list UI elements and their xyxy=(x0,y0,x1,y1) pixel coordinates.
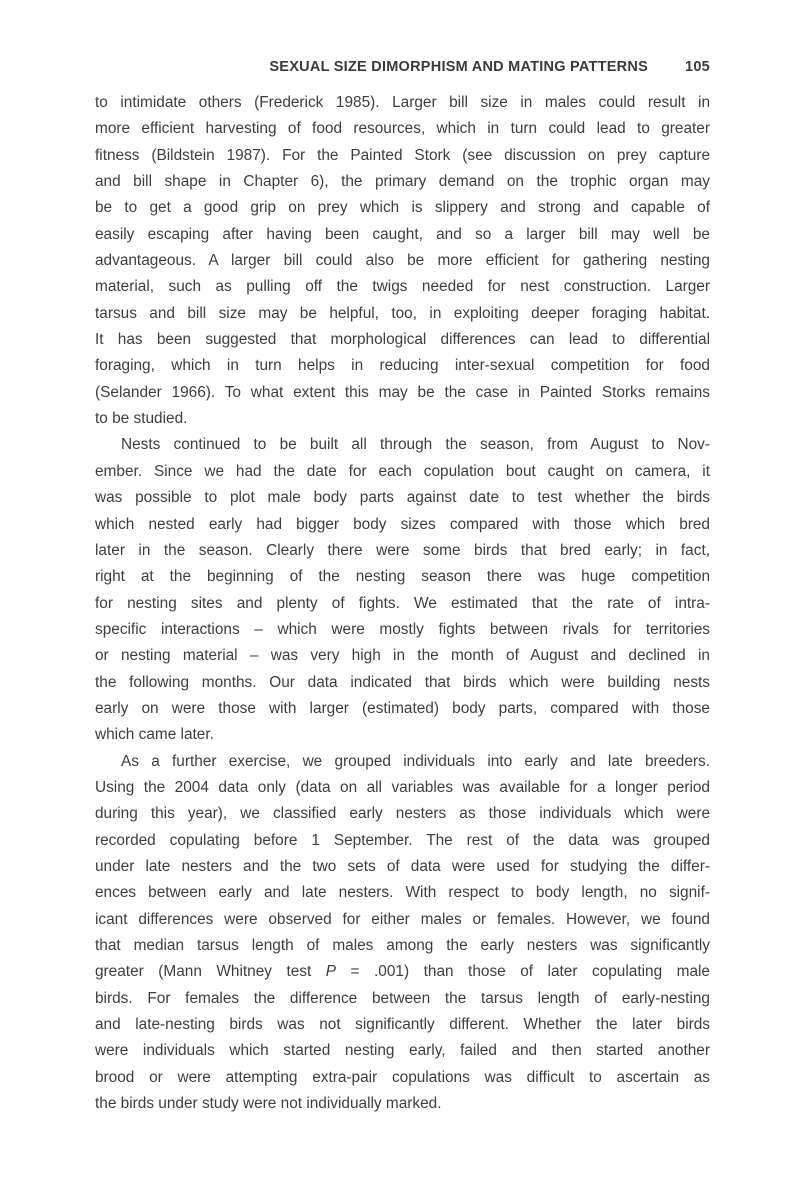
running-header-title: SEXUAL SIZE DIMORPHISM AND MATING PATTERNS xyxy=(269,59,649,75)
text-line: foraging, which in turn helps in reducing inter-sexual competition for food xyxy=(95,357,710,375)
text-line: It has been suggested that morphological differences can lead to differential xyxy=(95,331,710,349)
text-line: which came later. xyxy=(95,726,214,744)
text-line: easily escaping after having been caught, and so a larger bill may well be xyxy=(95,225,710,243)
text-line: the following months. Our data indicated that birds which were building nests xyxy=(95,673,710,691)
text-line: ences between early and late nesters. With respect to body length, no signif- xyxy=(95,884,710,902)
text-line: advantageous. A larger bill could also be more efficient for gathering nesting xyxy=(95,252,710,270)
text-line: greater (Mann Whitney test P = .001) than those of later copulating male xyxy=(95,963,710,981)
text-line: specific interactions – which were mostly fights between rivals for territories xyxy=(95,620,710,638)
text-line: and late-nesting birds was not significantly different. Whether the later birds xyxy=(95,1016,710,1034)
text-line: icant differences were observed for either males or females. However, we found xyxy=(95,910,710,928)
text-line: brood or were attempting extra-pair copulations was difficult to ascertain as xyxy=(95,1068,710,1086)
text-line: more efficient harvesting of food resources, which in turn could lead to greater xyxy=(95,120,710,138)
text-line: fitness (Bildstein 1987). For the Painted Stork (see discussion on prey capture xyxy=(95,146,710,164)
text-line: right at the beginning of the nesting season there was huge competition xyxy=(95,568,710,586)
text-line: to be studied. xyxy=(95,410,188,428)
text-line: to intimidate others (Frederick 1985). Larger bill size in males could result in xyxy=(95,94,710,111)
text-line: for nesting sites and plenty of fights. We estimated that the rate of intra- xyxy=(95,594,710,612)
text-line: As a further exercise, we grouped individuals into early and late breeders. xyxy=(121,752,710,770)
text-line: or nesting material – was very high in the month of August and declined in xyxy=(95,647,710,665)
text-line: birds. For females the difference between the tarsus length of early-nesting xyxy=(95,989,710,1007)
text-line: be to get a good grip on prey which is slippery and strong and capable of xyxy=(95,199,710,217)
text-line: ember. Since we had the date for each copulation bout caught on camera, it xyxy=(95,462,710,480)
paragraph xyxy=(95,432,710,748)
text-line: during this year), we classified early nesters as those individuals which were xyxy=(95,805,710,823)
text-line: which nested early had bigger body sizes compared with those which bred xyxy=(95,515,710,533)
text-line: tarsus and bill size may be helpful, too, in exploiting deeper foraging habitat. xyxy=(95,304,710,322)
page-number: 105 xyxy=(685,59,710,75)
text-line: (Selander 1966). To what extent this may be the case in Painted Storks remains xyxy=(95,383,710,401)
text-line: were individuals which started nesting early, failed and then started another xyxy=(95,1042,710,1060)
text-line: Using the 2004 data only (data on all variables was available for a longer period xyxy=(95,778,710,796)
text-line: under late nesters and the two sets of data were used for studying the differ- xyxy=(95,857,710,875)
text-line: the birds under study were not individually marked. xyxy=(95,1095,442,1113)
text-line: material, such as pulling off the twigs needed for nest construction. Larger xyxy=(95,278,710,296)
text-line: Nests continued to be built all through the season, from August to Nov- xyxy=(121,436,710,454)
text-line: later in the season. Clearly there were some birds that bred early; in fact, xyxy=(95,541,710,559)
text-line: was possible to plot male body parts against date to test whether the birds xyxy=(95,489,710,507)
text-line: early on were those with larger (estimated) body parts, compared with those xyxy=(95,699,710,717)
paragraph xyxy=(95,749,710,1118)
page-body xyxy=(95,90,710,1117)
text-line: that median tarsus length of males among the early nesters was significantly xyxy=(95,937,710,954)
text-line: and bill shape in Chapter 6), the primary demand on the trophic organ may xyxy=(95,173,710,191)
running-header xyxy=(95,59,710,75)
text-line: recorded copulating before 1 September. The rest of the data was grouped xyxy=(95,831,710,849)
paragraph xyxy=(95,90,710,432)
